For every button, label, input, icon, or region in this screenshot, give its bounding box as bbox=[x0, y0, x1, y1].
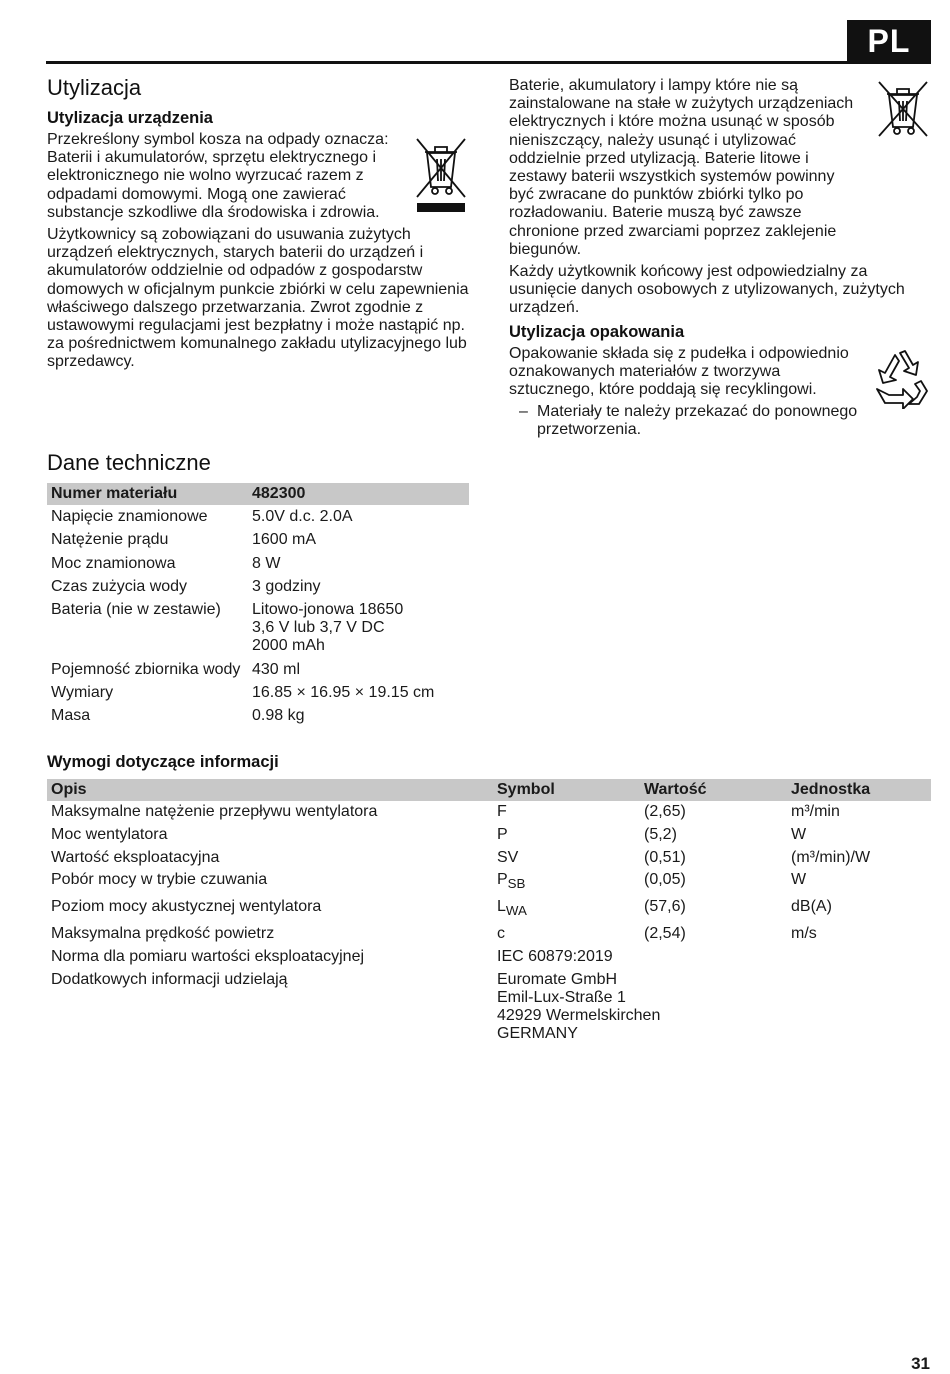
requirement-symbol bbox=[493, 869, 640, 896]
table-row bbox=[47, 505, 469, 528]
table-row bbox=[47, 824, 931, 847]
requirement-description: Poziom mocy akustycznej wentylatora bbox=[51, 898, 322, 916]
device-disposal-heading: Utylizacja urządzenia bbox=[47, 109, 213, 127]
crossed-bin-icon bbox=[413, 135, 469, 218]
table-row bbox=[47, 598, 469, 658]
crossed-bin-icon bbox=[875, 79, 931, 142]
spec-value: 5.0V d.c. 2.0A bbox=[252, 508, 353, 526]
requirement-unit: W bbox=[791, 871, 807, 889]
material-number-label: Numer materiału bbox=[51, 485, 178, 502]
table-header-row bbox=[47, 483, 469, 505]
spec-label: Napięcie znamionowe bbox=[51, 508, 208, 526]
dash-bullet: – bbox=[519, 403, 528, 421]
requirement-symbol bbox=[493, 896, 640, 923]
table-row bbox=[47, 969, 931, 1046]
standard-description: Norma dla pomiaru wartości eksploatacyjnej bbox=[51, 947, 365, 965]
table-row bbox=[47, 801, 931, 824]
spec-value: Litowo-jonowa 18650 3,6 V lub 3,7 V DC 2000 mAh bbox=[252, 601, 404, 655]
technical-data-title: Dane techniczne bbox=[47, 450, 211, 475]
spec-label: Czas zużycia wody bbox=[51, 577, 188, 595]
requirement-symbol: SV bbox=[497, 848, 519, 866]
requirement-symbol: F bbox=[497, 803, 507, 821]
spec-value: 430 ml bbox=[252, 660, 301, 678]
requirement-value: (57,6) bbox=[644, 898, 686, 916]
table-row bbox=[47, 528, 469, 551]
table-row bbox=[47, 946, 931, 969]
requirement-description: Moc wentylatora bbox=[51, 825, 168, 843]
table-row bbox=[47, 896, 931, 923]
requirement-description: Wartość eksploatacyjna bbox=[51, 848, 220, 866]
page-number: 31 bbox=[911, 1354, 930, 1373]
spec-label: Moc znamionowa bbox=[51, 554, 176, 572]
requirement-description: Maksymalne natężenie przepływu wentylatora bbox=[51, 803, 378, 821]
packaging-paragraph: Opakowanie składa się z pudełka i odpowiednio oznakowanych materiałów z tworzywa sztucznego, które poddają się recyklingowi. bbox=[509, 344, 849, 399]
table-row bbox=[47, 575, 469, 598]
spec-label: Masa bbox=[51, 707, 91, 725]
spec-value: 0.98 kg bbox=[252, 707, 305, 725]
information-requirements-section bbox=[47, 752, 931, 1046]
information-requirements-table bbox=[47, 779, 931, 1046]
recycle-icon bbox=[869, 347, 931, 414]
spec-label: Bateria (nie w zestawie) bbox=[51, 601, 221, 619]
column-header-description: Opis bbox=[51, 781, 87, 798]
technical-data-table bbox=[47, 483, 469, 727]
batteries-paragraph-2: Każdy użytkownik końcowy jest odpowiedzialny za usunięcie danych osobowych z utylizowanych, zużytych urządzeń. bbox=[509, 263, 905, 317]
table-row bbox=[47, 681, 469, 704]
packaging-list-item-text: Materiały te należy przekazać do ponownego przetworzenia. bbox=[537, 403, 858, 439]
table-row bbox=[47, 923, 931, 946]
batteries-block bbox=[509, 77, 931, 259]
standard-value: IEC 60879:2019 bbox=[497, 947, 613, 965]
column-header-symbol: Symbol bbox=[497, 781, 555, 798]
requirement-symbol: P bbox=[497, 825, 508, 843]
symbol-subscript: SB bbox=[507, 876, 526, 892]
spec-value: 8 W bbox=[252, 554, 281, 572]
batteries-paragraph-1: Baterie, akumulatory i lampy które nie są zainstalowane na stałe w zużytych urządzeniach elektrycznych i które można usunąć w sposób nieniszczący, należy usunąć i utylizować oddzielnie przed utylizacją. Baterie litowe i zestawy baterii wszystkich systemów powinny być zwracane do punktów zbiórki tylko po rozładowaniu. Baterie muszą być zawsze chronione przed zwarciami poprzez zaklejenie biegunów. bbox=[509, 77, 854, 258]
requirement-unit: dB(A) bbox=[791, 898, 832, 916]
table-row bbox=[47, 704, 469, 727]
batteries-section bbox=[509, 77, 931, 440]
requirement-description: Maksymalna prędkość powietrz bbox=[51, 925, 275, 943]
symbol-main: L bbox=[497, 898, 506, 916]
requirement-unit: W bbox=[791, 825, 807, 843]
contact-description: Dodatkowych informacji udzielają bbox=[51, 970, 288, 988]
packaging-block bbox=[509, 345, 931, 400]
spec-value: 16.85 × 16.95 × 19.15 cm bbox=[252, 683, 435, 701]
device-disposal-paragraph-1: Przekreślony symbol kosza na odpady oznacza: Baterii i akumulatorów, sprzętu elektrycznego i elektronicznego nie wolno wyrzucać razem z odpadami domowymi. Mogą one zawierać substancje szkodliwe dla środowiska i zdrowia. bbox=[47, 131, 389, 221]
table-row bbox=[47, 658, 469, 681]
requirement-unit: m³/min bbox=[791, 803, 840, 821]
symbol-main: P bbox=[497, 871, 508, 889]
requirement-description: Pobór mocy w trybie czuwania bbox=[51, 871, 268, 889]
column-header-value: Wartość bbox=[644, 781, 707, 798]
table-row bbox=[47, 869, 931, 896]
symbol-subscript: WA bbox=[505, 903, 527, 919]
table-row bbox=[47, 847, 931, 870]
language-tab: PL bbox=[847, 20, 931, 62]
requirement-unit: (m³/min)/W bbox=[791, 848, 871, 866]
requirement-value: (2,65) bbox=[644, 803, 686, 821]
requirement-value: (0,51) bbox=[644, 848, 686, 866]
disposal-title: Utylizacja bbox=[47, 75, 142, 100]
spec-label: Pojemność zbiornika wody bbox=[51, 660, 241, 678]
disposal-section bbox=[47, 74, 471, 376]
material-number-value: 482300 bbox=[252, 485, 306, 502]
spec-label: Natężenie prądu bbox=[51, 531, 169, 549]
contact-address: Euromate GmbH Emil-Lux-Straße 1 42929 Wermelskirchen GERMANY bbox=[497, 970, 661, 1043]
technical-data-section bbox=[47, 449, 469, 727]
requirement-unit: m/s bbox=[791, 925, 817, 943]
column-header-unit: Jednostka bbox=[791, 781, 871, 798]
table-header-row bbox=[47, 779, 931, 801]
table-row bbox=[47, 552, 469, 575]
information-requirements-title: Wymogi dotyczące informacji bbox=[47, 753, 279, 771]
requirement-value: (2,54) bbox=[644, 925, 686, 943]
spec-value: 1600 mA bbox=[252, 531, 317, 549]
packaging-heading: Utylizacja opakowania bbox=[509, 322, 685, 341]
device-disposal-block bbox=[47, 131, 471, 222]
requirement-symbol: c bbox=[497, 925, 505, 943]
device-disposal-paragraph-2: Użytkownicy są zobowiązani do usuwania zużytych urządzeń elektrycznych, starych baterii do urządzeń i akumulatorów oddzielnie od odpadów z gospodarstw domowych w oficjalnym punkcie zbiórki w celu zapewnienia właściwego dalszego przetwarzania. Zwrot zgodnie z ustawowymi regulacjami jest bezpłatny i może nastąpić np. za pośrednictwem komunalnego zakładu utylizacyjnego lub sprzedawcy. bbox=[47, 226, 469, 371]
requirement-value: (0,05) bbox=[644, 871, 686, 889]
requirement-value: (5,2) bbox=[644, 825, 677, 843]
spec-label: Wymiary bbox=[51, 683, 114, 701]
top-divider bbox=[46, 61, 931, 64]
spec-value: 3 godziny bbox=[252, 577, 321, 595]
